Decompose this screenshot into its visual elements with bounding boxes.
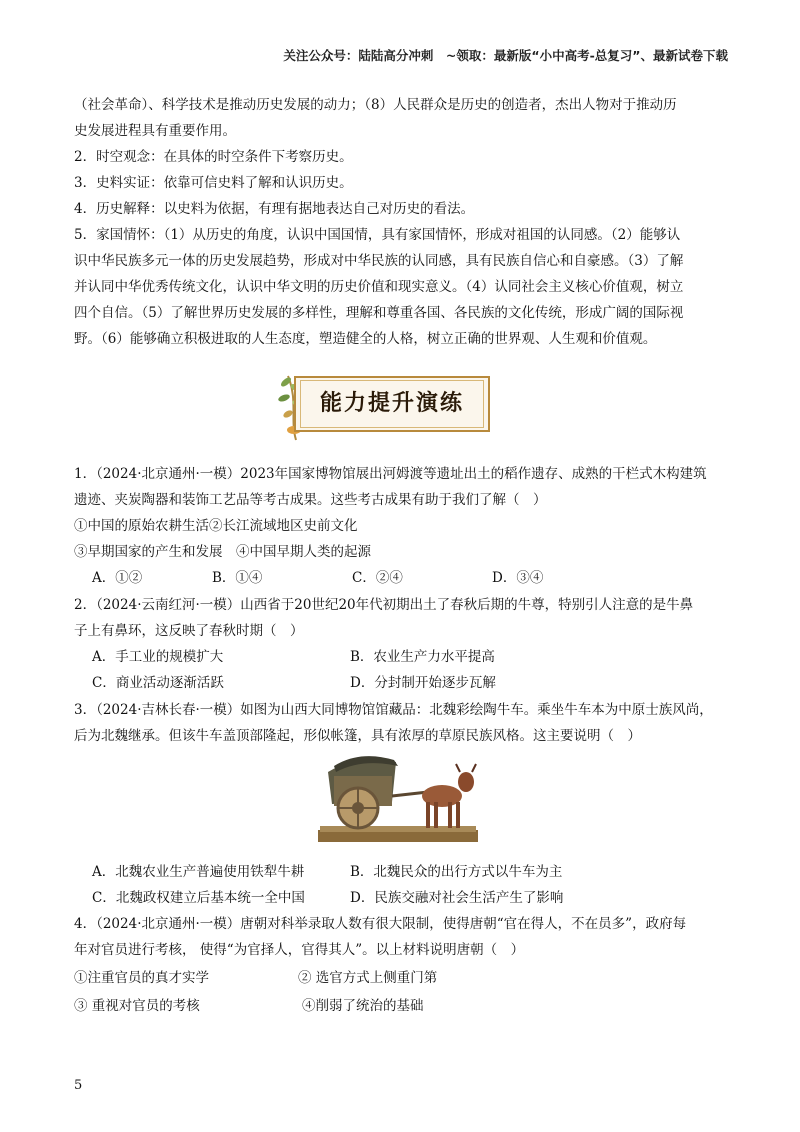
- statement: ④削弱了统治的基础: [302, 998, 424, 1014]
- option-d[interactable]: D．分封制开始逐步瓦解: [350, 675, 496, 691]
- statement: ③ 重视对官员的考核: [74, 998, 200, 1014]
- option-a[interactable]: A．①②: [92, 570, 143, 586]
- option-b[interactable]: B．农业生产力水平提高: [350, 649, 495, 665]
- option-d[interactable]: D．③④: [492, 570, 544, 586]
- option-a[interactable]: A．手工业的规模扩大: [92, 649, 224, 665]
- intro-line: 并认同中华优秀传统文化，认识中华文明的历史价值和现实意义。（4）认同社会主义核心价值观，树立: [74, 279, 684, 295]
- option-a[interactable]: A．北魏农业生产普遍使用铁犁牛耕: [92, 864, 305, 880]
- option-d[interactable]: D．民族交融对社会生活产生了影响: [350, 890, 564, 906]
- statement: ①注重官员的真才实学: [74, 970, 209, 986]
- question-stem: 子上有鼻环，这反映了春秋时期（ ）: [74, 623, 304, 639]
- question-stem: 4．（2024·北京通州·一模）唐朝对科举录取人数有很大限制，使得唐朝“官在得人，不在员多”，政府每: [74, 916, 687, 932]
- question-stem: 年对官员进行考核， 使得“为官择人，官得其人”。以上材料说明唐朝（ ）: [74, 942, 525, 958]
- statement: ③早期国家的产生和发展 ④中国早期人类的起源: [74, 544, 371, 560]
- intro-line: 4．历史解释：以史料为依据，有理有据地表达自己对历史的看法。: [74, 201, 475, 217]
- page-number: 5: [74, 1078, 83, 1093]
- option-b[interactable]: B．①④: [212, 570, 263, 586]
- statement: ①中国的原始农耕生活②长江流域地区史前文化: [74, 518, 358, 534]
- page-header: 关注公众号：陆陆高分冲刺 ~领取：最新版“小中高考-总复习”、最新试卷下载: [283, 48, 728, 63]
- question-stem: 遗迹、夹炭陶器和装饰工艺品等考古成果。这些考古成果有助于我们了解（ ）: [74, 492, 547, 508]
- option-c[interactable]: C．商业活动逐渐活跃: [92, 675, 224, 691]
- option-c[interactable]: C．北魏政权建立后基本统一全中国: [92, 890, 305, 906]
- intro-line: 野。（6）能够确立积极进取的人生态度，塑造健全的人格，树立正确的世界观、人生观和价值观。: [74, 331, 657, 347]
- statement: ② 选官方式上侧重门第: [298, 970, 438, 986]
- intro-line: （社会革命）、科学技术是推动历史发展的动力；（8）人民群众是历史的创造者，杰出人物对于推动历: [74, 97, 677, 113]
- intro-line: 史发展进程具有重要作用。: [74, 123, 236, 139]
- option-c[interactable]: C．②④: [352, 570, 403, 586]
- question-stem: 后为北魏继承。但该牛车盖顶部隆起，形似帐篷，具有浓厚的草原民族风格。这主要说明（ ）: [74, 728, 641, 744]
- ox-cart-image: [318, 752, 478, 844]
- section-banner: [276, 370, 492, 438]
- intro-line: 3．史料实证：依靠可信史料了解和认识历史。: [74, 175, 353, 191]
- intro-line: 识中华民族多元一体的历史发展趋势，形成对中华民族的认同感，具有民族自信心和自豪感。（3）了解: [74, 253, 684, 269]
- option-b[interactable]: B．北魏民众的出行方式以牛车为主: [350, 864, 563, 880]
- intro-line: 5．家国情怀：（1）从历史的角度，认识中国国情，具有家国情怀，形成对祖国的认同感。（2）能够认: [74, 227, 681, 243]
- question-stem: 3．（2024·吉林长春·一模）如图为山西大同博物馆馆藏品：北魏彩绘陶牛车。乘坐牛车本为中原士族风尚，: [74, 702, 713, 718]
- intro-line: 四个自信。（5）了解世界历史发展的多样性，理解和尊重各国、各民族的文化传统，形成广阔的国际视: [74, 305, 684, 321]
- question-stem: 2．（2024·云南红河·一模）山西省于20世纪20年代初期出土了春秋后期的牛尊，特别引人注意的是牛鼻: [74, 597, 694, 613]
- section-title: 能力提升演练: [319, 391, 464, 416]
- intro-line: 2．时空观念：在具体的时空条件下考察历史。: [74, 149, 353, 165]
- question-stem: 1．（2024·北京通州·一模）2023年国家博物馆展出河姆渡等遗址出土的稻作遗存、成熟的干栏式木构建筑: [74, 466, 707, 482]
